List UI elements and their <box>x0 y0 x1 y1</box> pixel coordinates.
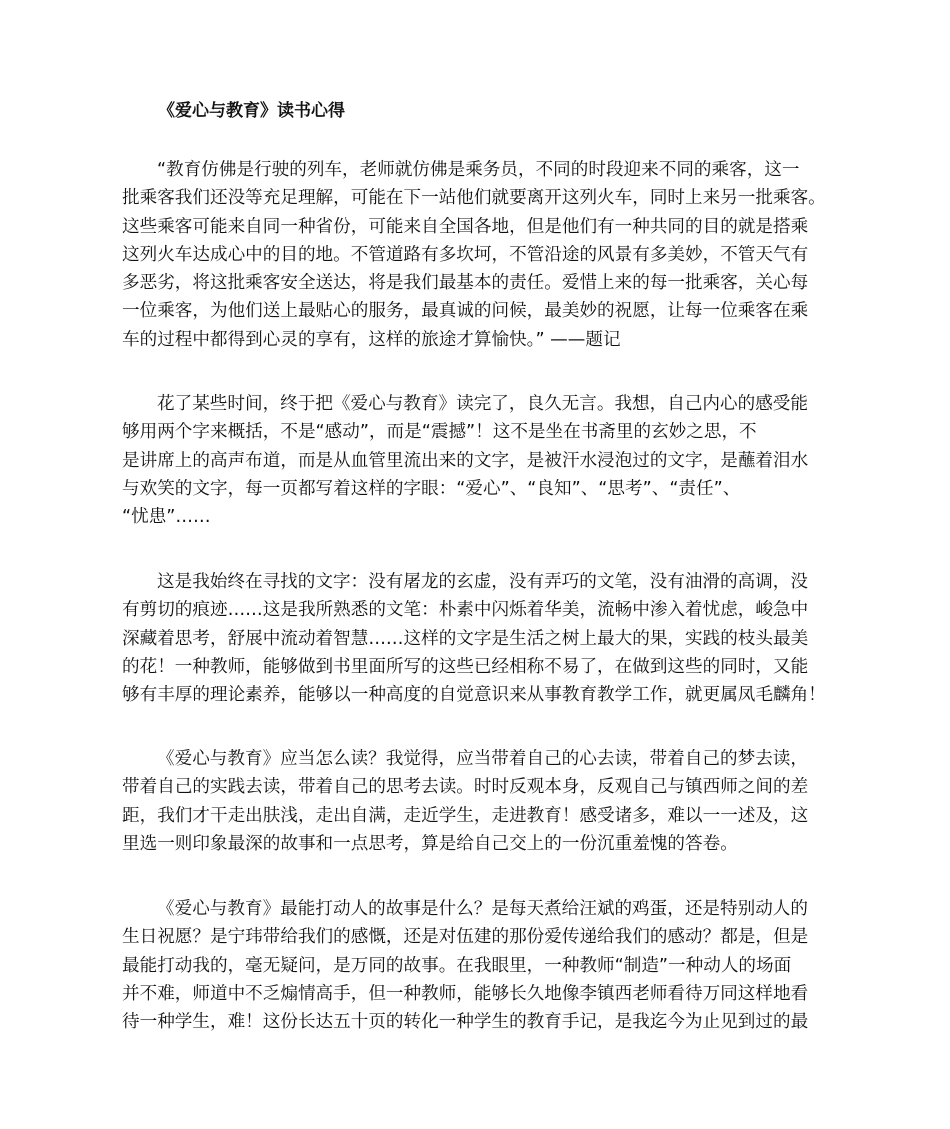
paragraph <box>122 745 834 858</box>
text-line: 最能打动我的，毫无疑问，是万同的故事。在我眼里，一种教师“制造”一种动人的场面 <box>122 955 792 976</box>
text-line: 生日祝愿？是宁玮带给我们的感慨，还是对伍建的那份爱传递给我们的感动？都是，但是 <box>122 927 809 948</box>
text-line: 与欢笑的文字，每一页都写着这样的字眼：“爱心”、“良知”、“思考”、“责任”、 <box>122 478 741 499</box>
text-line: “教育仿佛是行驶的列车，老师就仿佛是乘务员，不同的时段迎来不同的乘客，这一 <box>157 160 800 180</box>
text-line: 的花！一种教师，能够做到书里面所写的这些已经相称不易了，在做到这些的同时，又能 <box>122 656 809 677</box>
paragraph <box>122 568 834 709</box>
text-line: 带着自己的实践去读，带着自己的思考去读。时时反观本身，反观自己与镇西师之间的差 <box>122 777 809 798</box>
text-line: 车的过程中都得到心灵的享有，这样的旅途才算愉快。” ——题记 <box>122 329 621 350</box>
paragraph-epigraph <box>122 156 834 354</box>
text-line: 多恶劣，将这批乘客安全送达，将是我们最基本的责任。爱惜上来的每一批乘客，关心每 <box>122 273 809 294</box>
text-line: 有剪切的痕迹……这是我所熟悉的文笔：朴素中闪烁着华美，流畅中渗入着忧虑，峻急中 <box>122 600 809 621</box>
paragraph <box>122 390 834 531</box>
paragraph <box>122 895 834 1036</box>
text-line: 够有丰厚的理论素养，能够以一种高度的自觉意识来从事教育教学工作，就更属凤毛麟角！ <box>122 685 826 706</box>
text-line: 花了某些时间，终于把《爱心与教育》读完了，良久无言。我想，自己内心的感受能 <box>157 394 808 414</box>
text-line: 是讲席上的高声布道，而是从血管里流出来的文字，是被汗水浸泡过的文字，是蘸着泪水 <box>122 450 809 471</box>
text-line: 这是我始终在寻找的文字：没有屠龙的玄虚，没有弄巧的文笔，没有油滑的高调，没 <box>157 572 808 592</box>
text-line: 待一种学生，难！这份长达五十页的转化一种学生的教育手记，是我迄今为止见到过的最 <box>122 1012 809 1033</box>
text-line: 一位乘客，为他们送上最贴心的服务，最真诚的问候，最美妙的祝愿，让每一位乘客在乘 <box>122 301 809 322</box>
text-line: 并不难，师道中不乏煽情高手，但一种教师，能够长久地像李镇西老师看待万同这样地看 <box>122 983 809 1004</box>
text-line: “忧患”…… <box>122 507 211 528</box>
document-title: 《爱心与教育》读书心得 <box>158 101 345 121</box>
text-line: 深藏着思考，舒展中流动着智慧……这样的文字是生活之树上最大的果，实践的枝头最美 <box>122 628 809 649</box>
text-line: 《爱心与教育》应当怎么读？我觉得，应当带着自己的心去读，带着自己的梦去读， <box>157 749 808 769</box>
text-line: 里选一则印象最深的故事和一点思考，算是给自己交上的一份沉重羞愧的答卷。 <box>122 833 738 854</box>
text-line: 距，我们才干走出肤浅，走出自满，走近学生，走进教育！感受诸多，难以一一述及，这 <box>122 805 809 826</box>
text-line: 这些乘客可能来自同一种省份，可能来自全国各地，但是他们有一种共同的目的就是搭乘 <box>122 216 809 237</box>
text-line: 《爱心与教育》最能打动人的故事是什么？是每天煮给汪斌的鸡蛋，还是特别动人的 <box>157 899 808 919</box>
text-line: 批乘客我们还没等充足理解，可能在下一站他们就要离开这列火车，同时上来另一批乘客。 <box>122 188 826 209</box>
text-line: 够用两个字来概括，不是“感动”，而是“震撼”！这不是坐在书斋里的玄妙之思，不 <box>122 422 757 443</box>
text-line: 这列火车达成心中的目的地。不管道路有多坎坷，不管沿途的风景有多美妙，不管天气有 <box>122 244 809 265</box>
